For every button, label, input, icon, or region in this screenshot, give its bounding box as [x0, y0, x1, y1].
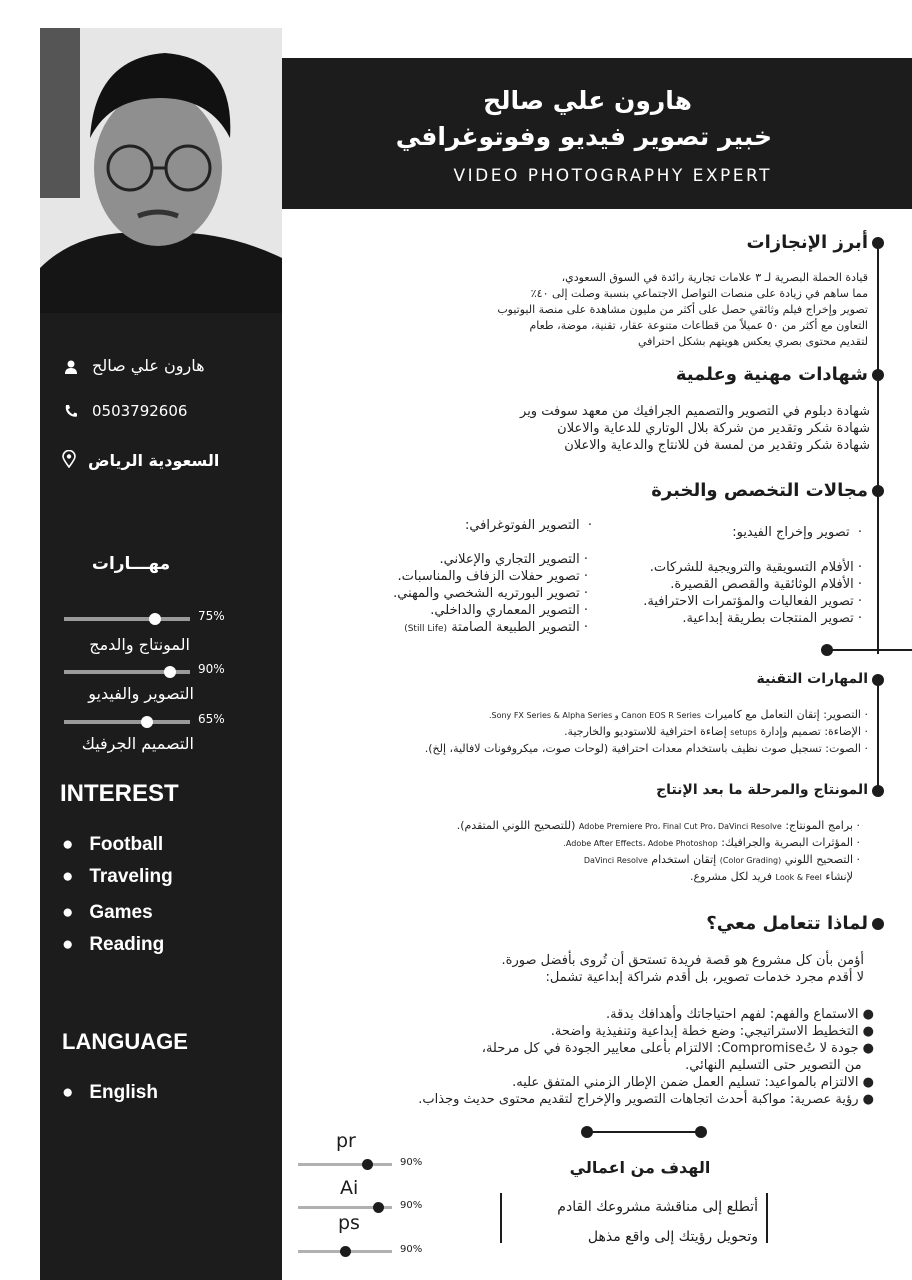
goal-heading: الهدف من اعمالي	[569, 1158, 711, 1177]
skill-percent: 65%	[198, 712, 225, 726]
skill-bar-track	[64, 720, 190, 724]
achievements-text: قيادة الحملة البصرية لـ ٣ علامات تجارية رائدة في السوق السعودي، مما ساهم في زيادة على منصات التواصل الاجتماعي بنسبة وصلت إلى ٤٠٪ تصوير وإخراج فيلم وثائقي حصل على أكثر من مليون مشاهدة على منصة اليوتيوب التعاون مع أكثر من ٥٠ عميلاً من قطاعات متنوعة عقار، تقنية، موضة، طعام لتقديم محتوى بصري يعكس هويتهم بشكل احترافي	[497, 271, 868, 348]
timeline-dot	[872, 237, 884, 249]
list-item: · تصوير الفعاليات والمؤتمرات الاحترافية.	[643, 594, 862, 609]
list-item: ● رؤية عصرية: مواكبة أحدث اتجاهات التصوير والإخراج لتقديم محتوى حديث وجذاب.	[418, 1092, 874, 1107]
timeline-branch	[828, 649, 912, 651]
timeline-dot	[872, 485, 884, 497]
software-percent: 90%	[400, 1200, 423, 1211]
goal-divider	[586, 1131, 702, 1133]
why-points	[300, 1006, 874, 1108]
why-heading: لماذا تتعامل معي؟	[706, 913, 868, 934]
software-label: pr	[336, 1130, 356, 1152]
list-item: ● جودة لا تُCompromise: الالتزام بأعلى معايير الجودة في كل مرحلة،	[481, 1041, 874, 1056]
list-item: ● الالتزام بالمواعيد: تسليم العمل ضمن الإطار الزمني المتفق عليه.	[512, 1075, 874, 1090]
skill-percent: 90%	[198, 662, 225, 676]
goal-divider-dot	[581, 1126, 593, 1138]
skill-bar-knob	[141, 716, 153, 728]
software-label: ps	[338, 1212, 360, 1234]
skill-label: التصوير والفيديو	[88, 684, 194, 703]
language-item: ● English	[62, 1082, 158, 1103]
skill-label: المونتاج والدمج	[89, 635, 190, 654]
software-percent: 90%	[400, 1244, 423, 1255]
list-item: ● Football	[62, 834, 164, 855]
timeline-dot	[872, 918, 884, 930]
tech-heading: المهارات التقنية	[756, 671, 868, 687]
profile-photo	[40, 28, 282, 313]
timeline-dot	[872, 674, 884, 686]
list-item: · التصوير المعماري والداخلي.	[430, 603, 588, 618]
photo-title: · التصوير الفوتوغرافي:	[464, 518, 592, 533]
list-item: ● Traveling	[62, 866, 173, 887]
goal-border-left	[500, 1193, 502, 1243]
video-title: · تصوير وإخراج الفيديو:	[732, 525, 862, 540]
achievements-heading: أبرز الإنجازات	[746, 232, 868, 253]
tech-line: · الإضاءة: تصميم وإدارة setups إضاءة احترافية للاستوديو والخارجية.	[564, 725, 868, 738]
skill-bar-knob	[149, 613, 161, 625]
contact-location: السعودية الرياض	[88, 451, 220, 470]
timeline-line	[877, 242, 879, 654]
list-item: من التصوير حتى التسليم النهائي.	[685, 1058, 862, 1073]
photo-list	[320, 551, 588, 638]
tech-text	[300, 707, 868, 757]
software-bar-knob	[362, 1159, 373, 1170]
location-pin-icon	[62, 450, 76, 468]
phone-icon	[64, 404, 78, 418]
editing-line: · برامج المونتاج: Adobe Premiere Pro، Final Cut Pro، DaVinci Resolve (للتصحيح اللوني المتقدم).	[456, 819, 860, 832]
goal-divider-dot	[695, 1126, 707, 1138]
certificates-heading: شهادات مهنية وعلمية	[675, 364, 868, 385]
software-bar-track	[298, 1163, 392, 1166]
list-item: ● Games	[62, 902, 153, 923]
list-item: · الأفلام الوثائقية والقصص القصيرة.	[670, 577, 862, 592]
skills-heading: مهـــارات	[91, 554, 171, 574]
header-title-ar: خبير تصوير فيديو وفوتوغرافي	[395, 122, 772, 151]
list-item: ● التخطيط الاستراتيجي: وضع خطة إبداعية وتنفيذية واضحة.	[550, 1024, 874, 1039]
header-title-en: VIDEO PHOTOGRAPHY EXPERT	[453, 166, 772, 186]
interest-list	[62, 834, 262, 966]
contact-phone: 0503792606	[92, 402, 188, 420]
skill-bar-knob	[164, 666, 176, 678]
skill-label: التصميم الجرفيك	[81, 734, 194, 753]
specialization-heading: مجالات التخصص والخبرة	[651, 480, 868, 501]
certificates-text: شهادة دبلوم في التصوير والتصميم الجرافيك من معهد سوفت وير شهادة شكر وتقدير من شركة بلال الوتاري للدعاية والاعلان شهادة شكر وتقدير من لمسة فن للانتاج والدعاية والاعلان	[520, 404, 870, 453]
editing-line: · المؤثرات البصرية والجرافيك: Adobe After Effects، Adobe Photoshop.	[563, 836, 860, 849]
list-item: · تصوير المنتجات بطريقة إبداعية.	[682, 611, 862, 626]
skill-percent: 75%	[198, 609, 225, 623]
skill-bar-track	[64, 617, 190, 621]
contact-name: هارون علي صالح	[92, 356, 205, 375]
language-heading: LANGUAGE	[62, 1029, 188, 1054]
software-bar-knob	[340, 1246, 351, 1257]
why-intro: أؤمن بأن كل مشروع هو قصة فريدة تستحق أن تُروى بأفضل صورة. لا أقدم مجرد خدمات تصوير، بل أقدم شراكة إبداعية تشمل:	[501, 953, 864, 985]
goal-text: أتطلع إلى مناقشة مشروعك القادم وتحويل رؤيتك إلى واقع مذهل	[557, 1199, 758, 1245]
video-list	[596, 559, 862, 627]
timeline-dot	[821, 644, 833, 656]
editing-text	[300, 818, 860, 886]
list-item: ● الاستماع والفهم: لفهم احتياجاتك وأهدافك بدقة.	[606, 1007, 874, 1022]
timeline-dot	[872, 785, 884, 797]
software-bar-knob	[373, 1202, 384, 1213]
tech-line: · التصوير: إتقان التعامل مع كاميرات Canon EOS R Series و Sony FX Series & Alpha Series.	[488, 708, 868, 721]
timeline-dot	[872, 369, 884, 381]
list-item: · الأفلام التسويقية والترويجية للشركات.	[649, 560, 862, 575]
header-name: هارون علي صالح	[483, 86, 692, 115]
editing-heading: المونتاج والمرحلة ما بعد الإنتاج	[656, 782, 868, 798]
timeline-line	[877, 680, 879, 790]
goal-border-right	[766, 1193, 768, 1243]
software-label: Ai	[340, 1177, 359, 1199]
list-item: · تصوير حفلات الزفاف والمناسبات.	[397, 569, 588, 584]
editing-line: لإنشاء Look & Feel فريد لكل مشروع.	[689, 870, 853, 883]
list-item: · التصوير التجاري والإعلاني.	[439, 552, 588, 567]
tech-line: · الصوت: تسجيل صوت نظيف باستخدام معدات احترافية (لوحات صوت، ميكروفونات لافالية، إلخ).	[424, 742, 868, 755]
person-icon	[64, 360, 78, 374]
editing-line: · التصحيح اللوني (Color Grading) إتقان استخدام DaVinci Resolve	[583, 853, 860, 866]
list-item: · تصوير البورتريه الشخصي والمهني.	[393, 586, 588, 601]
interest-heading: INTEREST	[60, 780, 179, 807]
software-percent: 90%	[400, 1157, 423, 1168]
list-item: ● Reading	[62, 934, 165, 955]
list-item: · التصوير الطبيعة الصامتة (Still Life)	[404, 620, 588, 635]
